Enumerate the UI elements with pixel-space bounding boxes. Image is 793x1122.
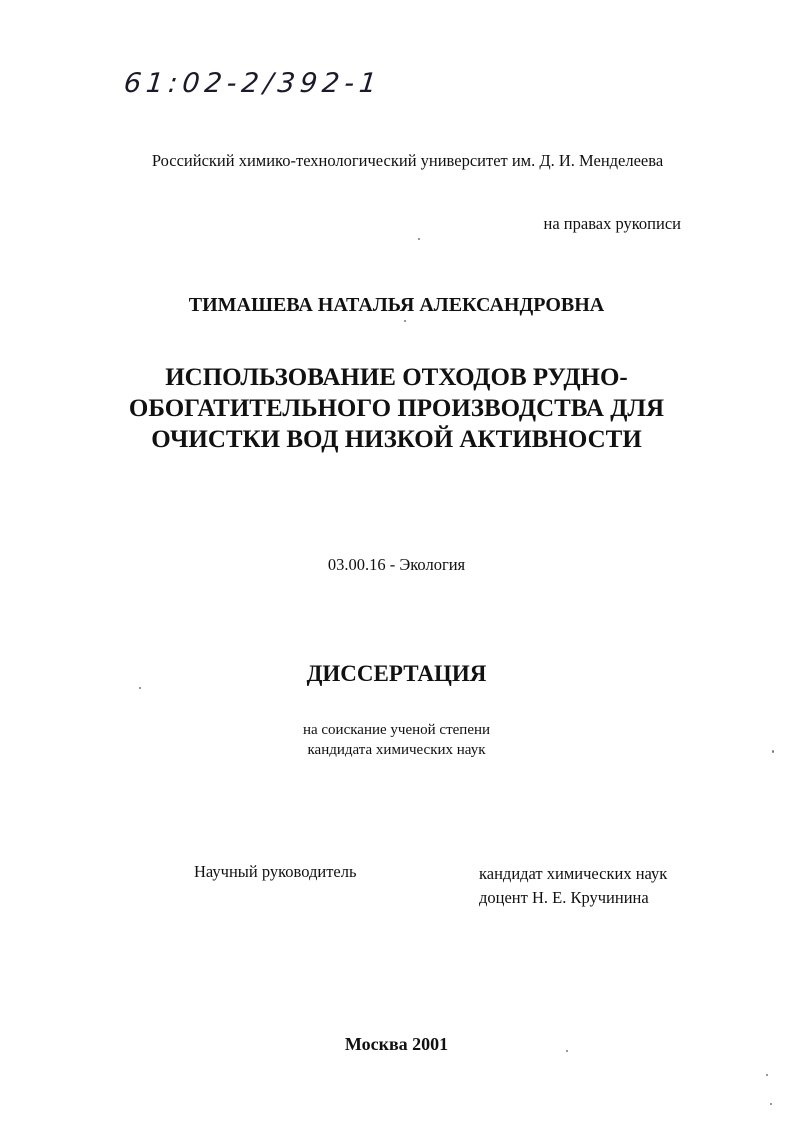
scan-speck [770,1103,772,1105]
title-line-3: ОЧИСТКИ ВОД НИЗКОЙ АКТИВНОСТИ [151,426,642,453]
title-line-1: ИСПОЛЬЗОВАНИЕ ОТХОДОВ РУДНО- [165,364,628,391]
supervisor-details [479,862,667,910]
degree-line-2: кандидата химических наук [307,742,486,758]
university-name: Российский химико-технологический университет им. Д. И. Менделеева [151,151,664,170]
scan-speck [418,238,420,240]
document-type: ДИССЕРТАЦИЯ [306,661,487,686]
title-line-2: ОБОГАТИТЕЛЬНОГО ПРОИЗВОДСТВА ДЛЯ [128,395,665,422]
scan-speck [772,750,774,753]
scan-speck [766,1074,768,1076]
degree-description [0,720,793,760]
city-and-year: Москва 2001 [344,1034,449,1054]
dissertation-title [0,362,793,455]
scan-speck [404,320,406,322]
supervisor-label: Научный руководитель [194,862,357,881]
specialty-code: 03.00.16 - Экология [327,555,466,574]
manuscript-rights-note: на правах рукописи [543,214,681,233]
scan-speck [139,687,141,689]
degree-line-1: на соискание ученой степени [302,722,491,738]
scan-speck [566,1050,568,1052]
supervisor-degree: кандидат химических наук [479,864,668,883]
author-name: ТИМАШЕВА НАТАЛЬЯ АЛЕКСАНДРОВНА [188,294,605,316]
supervisor-name: доцент Н. Е. Кручинина [479,888,649,907]
handwritten-catalog-code: 61:02-2/392-1 [122,68,383,99]
